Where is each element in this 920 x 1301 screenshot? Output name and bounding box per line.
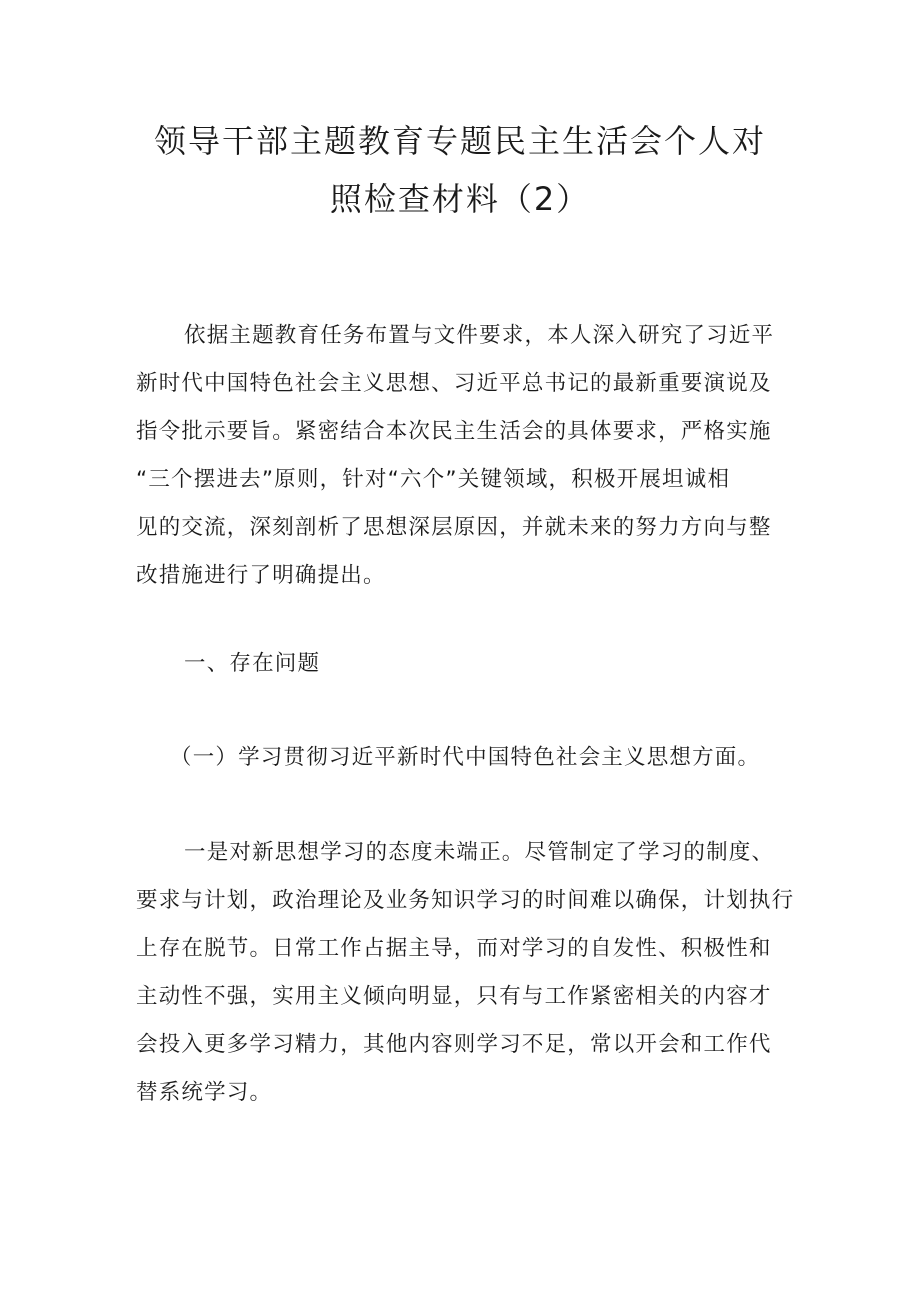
intro-line: 见的交流，深刻剖析了思想深层原因，并就未来的努力方向与整 bbox=[136, 515, 772, 540]
point-one-line: 替系统学习。 bbox=[136, 1080, 273, 1105]
point-one-line: 会投入更多学习精力，其他内容则学习不足，常以开会和工作代 bbox=[136, 1032, 772, 1057]
point-one-line: 上存在脱节。日常工作占据主导，而对学习的自发性、积极性和 bbox=[136, 936, 772, 961]
intro-line: 新时代中国特色社会主义思想、习近平总书记的最新重要演说及 bbox=[136, 371, 772, 396]
intro-paragraph bbox=[136, 312, 796, 600]
point-one-line: 主动性不强，实用主义倾向明显，只有与工作紧密相关的内容才 bbox=[136, 984, 772, 1009]
document-title bbox=[120, 112, 800, 228]
section-heading-text: 一、存在问题 bbox=[184, 651, 321, 676]
intro-line: “三个摆进去”原则，针对“六个”关键领域，积极开展坦诚相 bbox=[136, 467, 731, 492]
point-one-paragraph bbox=[136, 829, 796, 1117]
intro-line: 改措施进行了明确提出。 bbox=[136, 563, 386, 588]
title-line-2: 照检查材料（2） bbox=[329, 180, 591, 218]
subsection-heading bbox=[136, 734, 796, 782]
intro-line: 依据主题教育任务布置与文件要求，本人深入研究了习近平 bbox=[184, 323, 775, 348]
point-one-line: 要求与计划，政治理论及业务知识学习的时间难以确保，计划执行 bbox=[136, 888, 795, 913]
subsection-heading-text: （一）学习贯彻习近平新时代中国特色社会主义思想方面。 bbox=[170, 745, 761, 770]
section-heading bbox=[136, 640, 796, 688]
point-one-line: 一是对新思想学习的态度未端正。尽管制定了学习的制度、 bbox=[184, 840, 775, 865]
intro-line: 指令批示要旨。紧密结合本次民主生活会的具体要求，严格实施 bbox=[136, 419, 772, 444]
title-line-1: 领导干部主题教育专题民主生活会个人对 bbox=[153, 122, 766, 160]
